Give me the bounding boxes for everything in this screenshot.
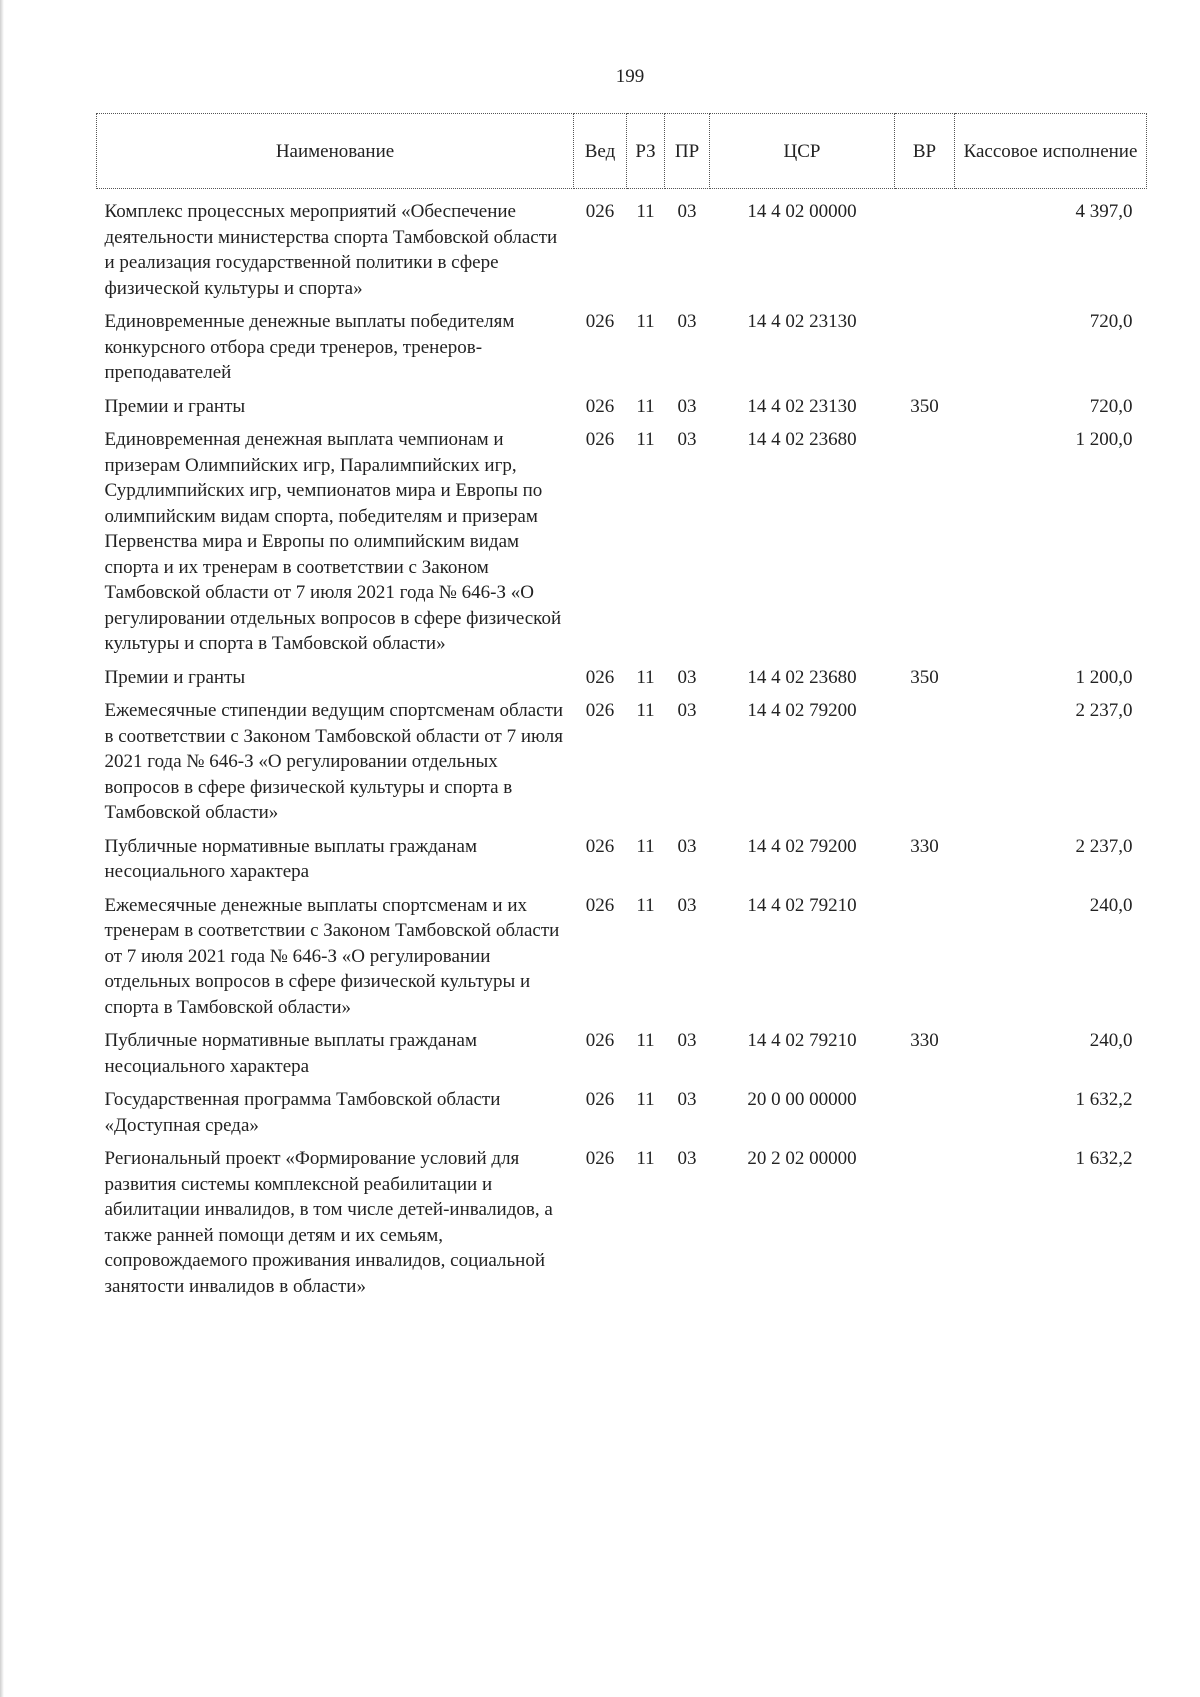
cell-ved: 026 (585, 1148, 615, 1169)
cell-rz: 11 (636, 395, 655, 417)
cell-rz: 11 (636, 1148, 655, 1169)
cell-pr: 03 (677, 1089, 697, 1110)
header-csr: ЦСР (710, 114, 895, 189)
cell-csr: 14 4 02 79200 (747, 700, 857, 721)
cell-ved: 026 (585, 700, 615, 721)
cell-name: Единовременные денежные выплаты победителям конкурсного отбора среди тренеров, тренеров-преподавателей (104, 311, 515, 383)
table-header-row (97, 114, 1147, 189)
table-row (97, 834, 1147, 893)
cell-csr: 14 4 02 23680 (747, 666, 857, 688)
cell-ved: 026 (585, 666, 615, 688)
table-row (97, 1028, 1147, 1087)
cell-vr: 350 (910, 666, 939, 688)
cell-csr: 14 4 02 23130 (747, 395, 857, 417)
cell-ved: 026 (585, 1030, 615, 1051)
cell-sum: 1 632,2 (1075, 1089, 1133, 1110)
cell-vr: 330 (910, 1030, 939, 1051)
cell-name: Публичные нормативные выплаты гражданам несоциального характера (104, 1030, 477, 1077)
cell-pr: 03 (677, 1030, 697, 1051)
cell-vr: 330 (910, 835, 939, 857)
cell-pr: 03 (677, 835, 697, 857)
cell-sum: 4 397,0 (1075, 201, 1133, 222)
table-row (97, 189, 1147, 310)
cell-csr: 20 0 00 00000 (747, 1089, 857, 1110)
cell-vr: 350 (910, 395, 939, 417)
cell-name: Премии и гранты (104, 666, 246, 688)
cell-rz: 11 (636, 1089, 655, 1110)
header-ved: Вед (574, 114, 627, 189)
header-pr: ПР (665, 114, 710, 189)
cell-pr: 03 (677, 201, 697, 222)
table-row (97, 394, 1147, 428)
table-row (97, 1087, 1147, 1146)
cell-name: Комплекс процессных мероприятий «Обеспечение деятельности министерства спорта Тамбовской области и реализация государственной политики в сфере физической культуры и спорта» (104, 201, 558, 299)
cell-name: Премии и гранты (104, 395, 246, 417)
budget-execution-table (96, 113, 1147, 1299)
header-vr: ВР (895, 114, 955, 189)
cell-csr: 20 2 02 00000 (747, 1148, 857, 1169)
cell-rz: 11 (636, 700, 655, 721)
cell-name: Публичные нормативные выплаты гражданам несоциального характера (104, 835, 477, 882)
cell-csr: 14 4 02 79210 (747, 894, 857, 916)
cell-vr (895, 1087, 955, 1146)
cell-ved: 026 (585, 835, 615, 857)
cell-pr: 03 (677, 311, 697, 332)
cell-vr (895, 427, 955, 665)
scan-edge-shadow (0, 0, 4, 1697)
cell-vr (895, 893, 955, 1029)
cell-sum: 2 237,0 (1075, 700, 1133, 721)
cell-sum: 2 237,0 (1075, 835, 1133, 857)
cell-pr: 03 (677, 666, 697, 688)
cell-pr: 03 (677, 894, 697, 916)
table-row (97, 893, 1147, 1029)
cell-rz: 11 (636, 666, 655, 688)
cell-csr: 14 4 02 79200 (747, 835, 857, 857)
header-rz: РЗ (627, 114, 665, 189)
cell-name: Ежемесячные денежные выплаты спортсменам и их тренерам в соответствии с Законом Тамбовской области от 7 июля 2021 года № 646-З «О регулировании отдельных вопросов в сфере физической культуры и спорта в Тамбовской области» (104, 894, 560, 1018)
cell-csr: 14 4 02 23130 (747, 311, 857, 332)
cell-rz: 11 (636, 429, 655, 450)
cell-sum: 1 200,0 (1075, 429, 1133, 450)
cell-pr: 03 (677, 1148, 697, 1169)
cell-csr: 14 4 02 23680 (747, 429, 857, 450)
header-name: Наименование (97, 114, 574, 189)
cell-rz: 11 (636, 835, 655, 857)
cell-rz: 11 (636, 1030, 655, 1051)
cell-sum: 1 632,2 (1075, 1148, 1133, 1169)
page-number: 199 (615, 66, 645, 87)
table-row (97, 309, 1147, 394)
cell-rz: 11 (636, 894, 655, 916)
cell-sum: 240,0 (1089, 1030, 1133, 1051)
cell-vr (895, 309, 955, 394)
cell-ved: 026 (585, 894, 615, 916)
header-sum: Кассовое исполнение (955, 114, 1147, 189)
cell-sum: 720,0 (1089, 311, 1133, 332)
cell-pr: 03 (677, 700, 697, 721)
cell-csr: 14 4 02 79210 (747, 1030, 857, 1051)
cell-name: Единовременная денежная выплата чемпионам и призерам Олимпийских игр, Паралимпийских игр, Сурдлимпийских игр, чемпионатов мира и Европы по олимпийским видам спорта, победителям и призерам Первенства мира и Европы по олимпийским видам спорта и их тренерам в соответствии с Законом Тамбовской области от 7 июля 2021 года № 646-З «О регулировании отдельных вопросов в сфере физической культуры и спорта в Тамбовской области» (104, 429, 562, 654)
cell-rz: 11 (636, 311, 655, 332)
table-row (97, 427, 1147, 665)
cell-vr (895, 1146, 955, 1299)
cell-ved: 026 (585, 395, 615, 417)
cell-ved: 026 (585, 1089, 615, 1110)
table-row (97, 698, 1147, 834)
table-row (97, 665, 1147, 699)
cell-sum: 240,0 (1089, 894, 1133, 916)
cell-sum: 720,0 (1089, 395, 1133, 417)
cell-ved: 026 (585, 311, 615, 332)
cell-rz: 11 (636, 201, 655, 222)
cell-ved: 026 (585, 429, 615, 450)
cell-name: Ежемесячные стипендии ведущим спортсменам области в соответствии с Законом Тамбовской области от 7 июля 2021 года № 646-З «О регулировании отдельных вопросов в сфере физической культуры и спорта в Тамбовской области» (104, 700, 564, 823)
cell-name: Региональный проект «Формирование условий для развития системы комплексной реабилитации и абилитации инвалидов, в том числе детей-инвалидов, а также ранней помощи детям и их семьям, сопровождаемого проживания инвалидов, социальной занятости инвалидов в области» (104, 1148, 553, 1297)
cell-pr: 03 (677, 395, 697, 417)
cell-vr (895, 698, 955, 834)
cell-csr: 14 4 02 00000 (747, 201, 857, 222)
table-row (97, 1146, 1147, 1299)
cell-vr (895, 189, 955, 310)
cell-name: Государственная программа Тамбовской области «Доступная среда» (104, 1089, 501, 1136)
cell-ved: 026 (585, 201, 615, 222)
cell-pr: 03 (677, 429, 697, 450)
cell-sum: 1 200,0 (1075, 666, 1133, 688)
